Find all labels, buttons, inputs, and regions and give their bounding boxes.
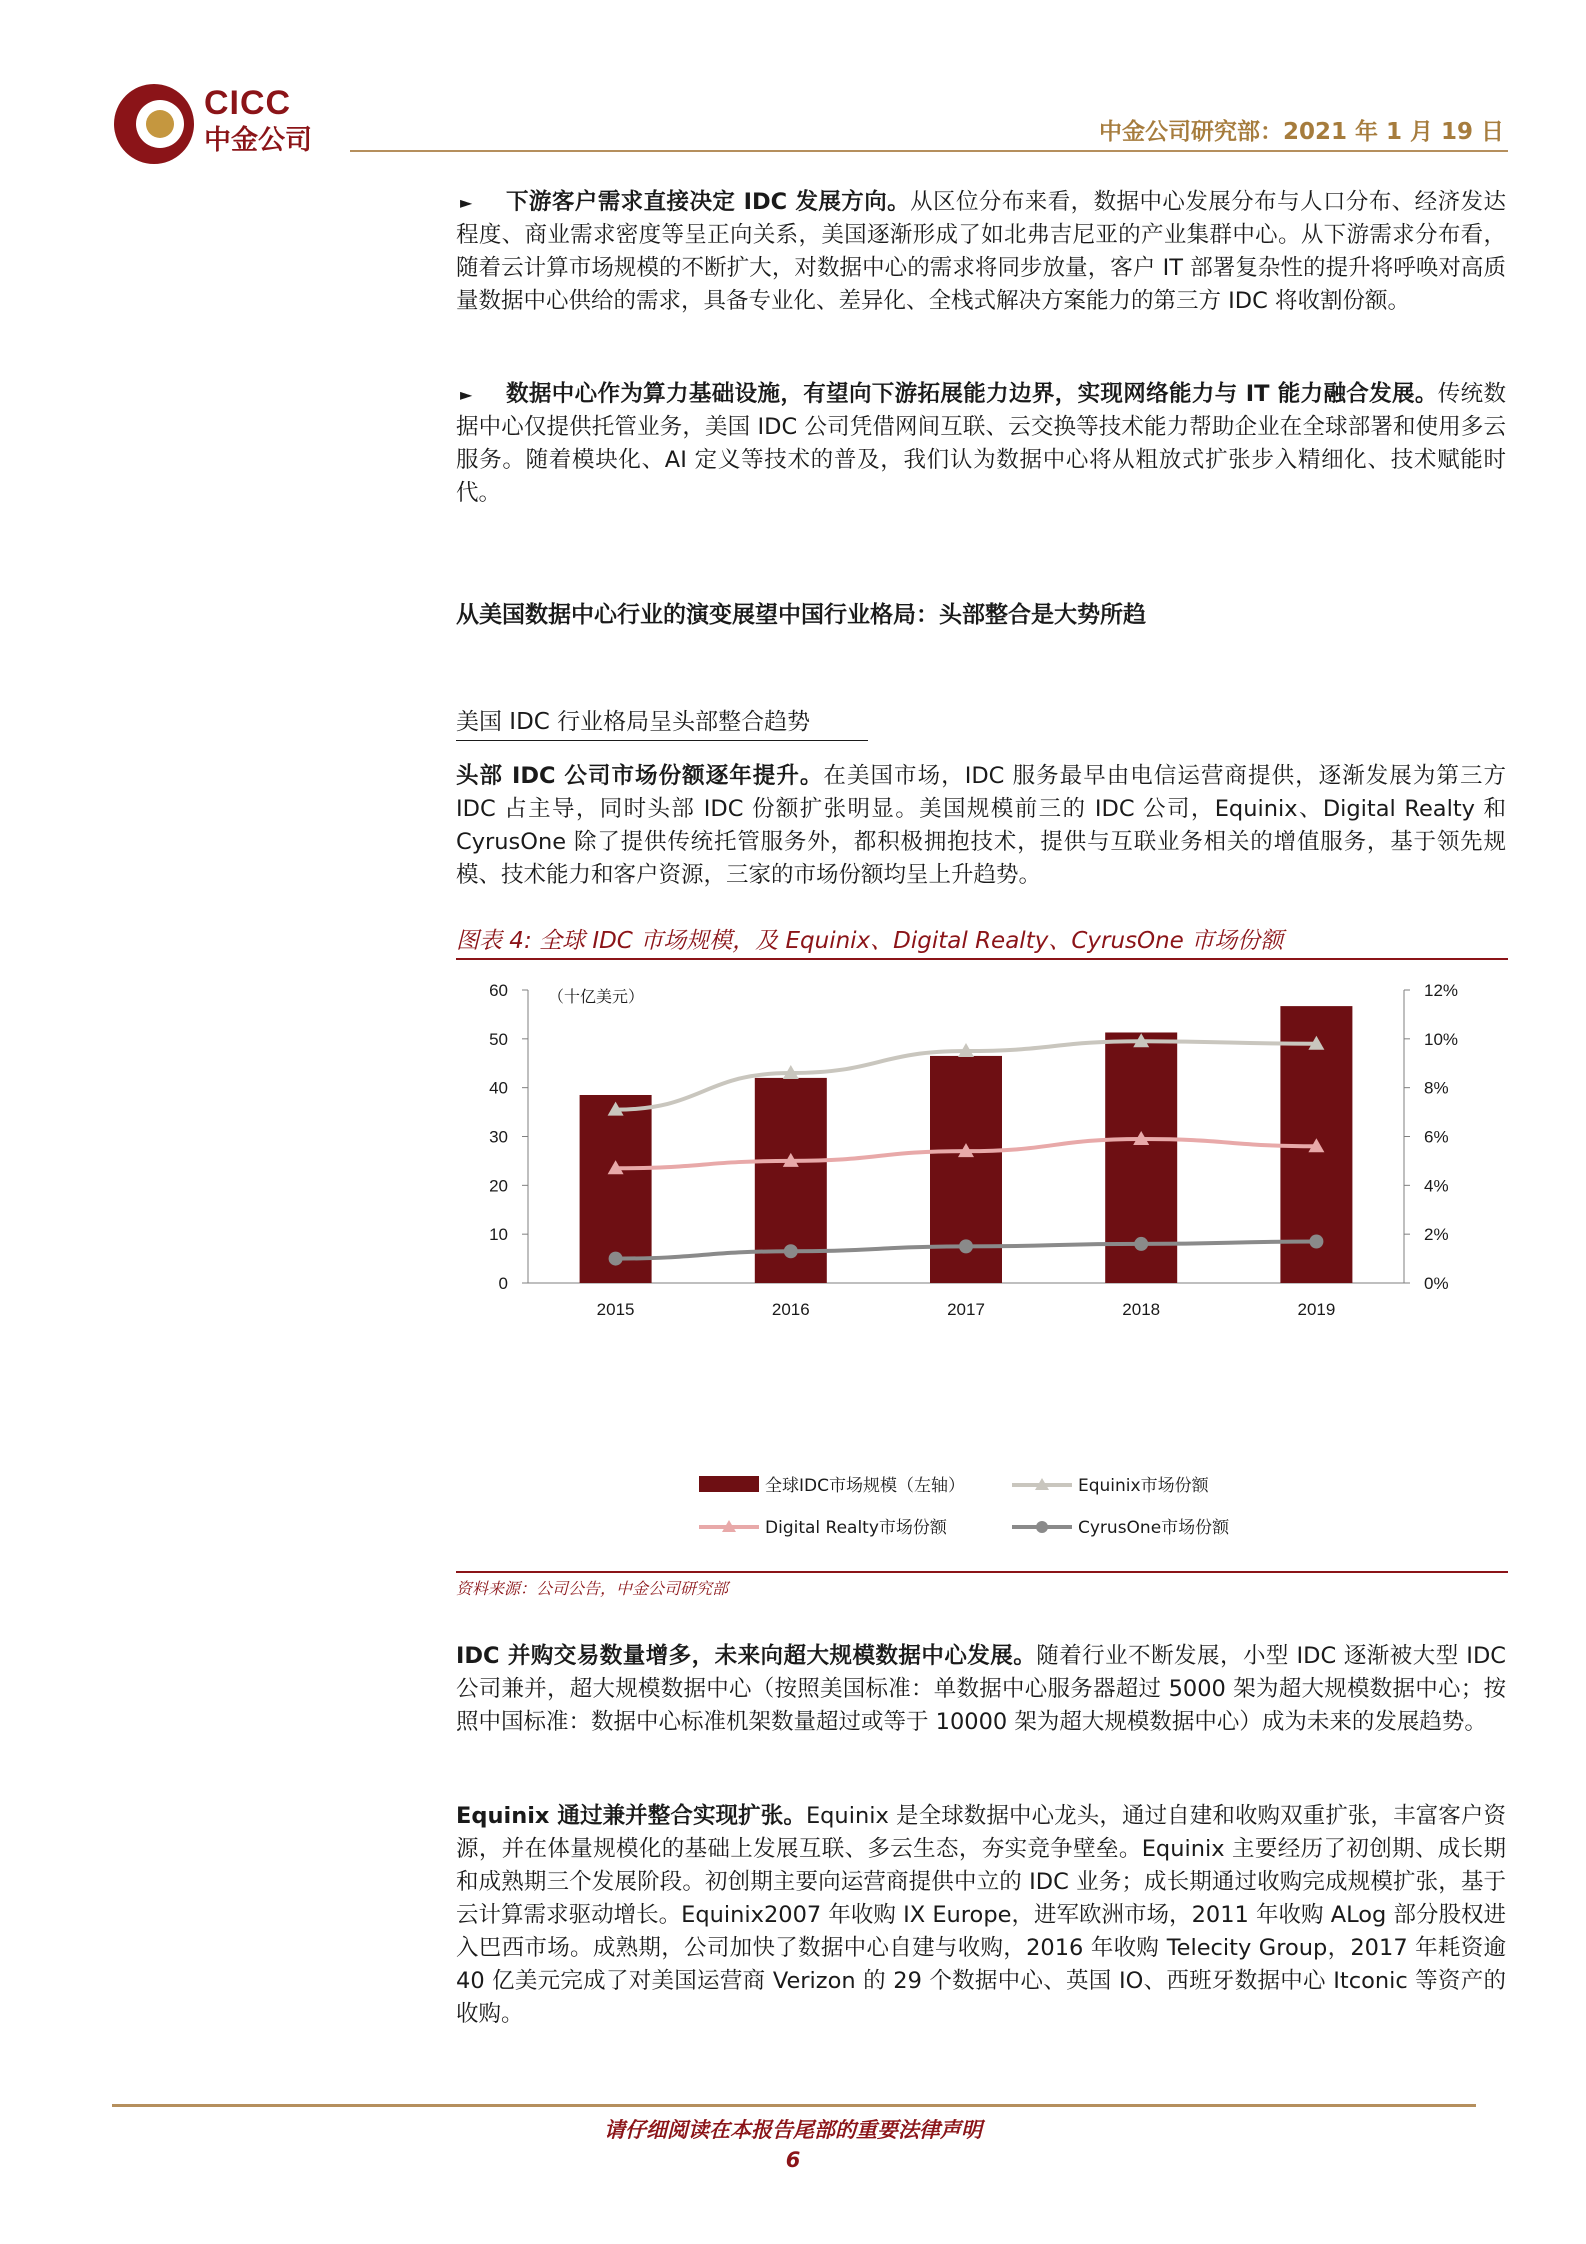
right-tick-label: 2% (1424, 1225, 1449, 1245)
header-date: 中金公司研究部：2021 年 1 月 19 日 (1098, 119, 1504, 145)
left-axis-unit-label: （十亿美元） (548, 987, 645, 1006)
x-tick-label: 2019 (1297, 1300, 1336, 1319)
bullet-text: 传统数据中心仅提供托管业务，美国 IDC 公司凭借网间互联、云交换等技术能力帮助企业在全球部署和使用多云服务。随着模块化、AI 定义等技术的普及，我们认为数据中心将从粗放式扩张步入精细化、技术赋能时代。 (456, 381, 1506, 506)
footer-divider (112, 2104, 1476, 2107)
subsection-title: 美国 IDC 行业格局呈头部整合趋势 (456, 703, 868, 741)
legend-label: Equinix市场份额 (1078, 1476, 1209, 1496)
paragraph-equinix (456, 1800, 1506, 2031)
right-tick-label: 10% (1424, 1029, 1459, 1049)
x-tick-label: 2016 (771, 1300, 810, 1319)
point-CyrusOne市场份额 (609, 1252, 623, 1266)
paragraph-text: 随着行业不断发展，小型 IDC 逐渐被大型 IDC 公司兼并，超大规模数据中心（按照美国标准：单数据中心服务器超过 5000 架为超大规模数据中心；按照中国标准：数据中心标准机架数量超过或等于 10000 架为超大规模数据中心）成为未来的发展趋势。 (456, 1643, 1506, 1735)
left-tick-label: 50 (489, 1029, 508, 1049)
cicc-logo-icon (112, 82, 196, 166)
paragraph-lead: 头部 IDC 公司市场份额逐年提升。 (456, 763, 824, 789)
left-tick-label: 10 (489, 1225, 508, 1245)
right-tick-label: 12% (1424, 981, 1459, 1000)
idc-market-chart (456, 965, 1506, 1570)
bullet-text: 从区位分布来看，数据中心发展分布与人口分布、经济发达程度、商业需求密度等呈正向关系，美国逐渐形成了如北弗吉尼亚的产业集群中心。从下游需求分布看，随着云计算市场规模的不断扩大，对数据中心的需求将同步放量，客户 IT 部署复杂性的提升将呼唤对高质量数据中心供给的需求，具备专业化、差异化、全栈式解决方案能力的第三方 IDC 将收割份额。 (456, 189, 1506, 314)
legend-swatch (699, 1476, 759, 1492)
paragraph-mna (456, 1640, 1506, 1739)
page-number: 6 (785, 2148, 801, 2172)
paragraph-market-share (456, 760, 1506, 892)
left-tick-label: 60 (489, 981, 508, 1000)
legend-label: CyrusOne市场份额 (1078, 1518, 1230, 1538)
right-tick-label: 4% (1424, 1176, 1449, 1196)
paragraph-lead: IDC 并购交易数量增多，未来向超大规模数据中心发展。 (456, 1643, 1037, 1669)
bullet-arrow-icon: ► (460, 193, 473, 212)
point-CyrusOne市场份额 (784, 1244, 798, 1258)
bullet-arrow-icon: ► (460, 385, 473, 404)
bullet-paragraph-1 (456, 186, 1506, 318)
right-tick-label: 0% (1424, 1274, 1449, 1293)
figure-title: 图表 4: 全球 IDC 市场规模，及 Equinix、Digital Realty、CyrusOne 市场份额 (456, 928, 1284, 954)
x-tick-label: 2017 (947, 1300, 985, 1319)
left-tick-label: 30 (489, 1127, 508, 1147)
logo-text-en: CICC (204, 84, 292, 122)
legend-marker (1036, 1521, 1048, 1533)
legend-label: Digital Realty市场份额 (765, 1518, 947, 1538)
logo-text-cn: 中金公司 (204, 125, 312, 156)
point-CyrusOne市场份额 (959, 1239, 973, 1253)
x-tick-label: 2018 (1122, 1300, 1161, 1319)
x-tick-label: 2015 (596, 1300, 635, 1319)
paragraph-text: 在美国市场，IDC 服务最早由电信运营商提供，逐渐发展为第三方 IDC 占主导，同时头部 IDC 份额扩张明显。美国规模前三的 IDC 公司，Equinix、Digital Realty 和 CyrusOne 除了提供传统托管服务外，都积极拥抱技术，提供与互联业务相关的增值服务，基于领先规模、技术能力和客户资源，三家的市场份额均呈上升趋势。 (456, 763, 1506, 888)
paragraph-lead: Equinix 通过兼并整合实现扩张。 (456, 1803, 806, 1829)
figure-source: 资料来源：公司公告，中金公司研究部 (456, 1579, 729, 1598)
bullet-paragraph-2 (456, 378, 1506, 510)
point-CyrusOne市场份额 (1134, 1237, 1148, 1251)
paragraph-text: Equinix 是全球数据中心龙头，通过自建和收购双重扩张，丰富客户资源，并在体量规模化的基础上发展互联、多云生态，夯实竞争壁垒。Equinix 主要经历了初创期、成长期和成熟期三个发展阶段。初创期主要向运营商提供中立的 IDC 业务；成长期通过收购完成规模扩张，基于云计算需求驱动增长。Equinix2007 年收购 IX Europe，进军欧洲市场，2011 年收购 ALog 部分股权进入巴西市场。成熟期，公司加快了数据中心自建与收购，2016 年收购 Telecity Group，2017 年耗资逾 40 亿美元完成了对美国运营商 Verizon 的 29 个数据中心、英国 IO、西班牙数据中心 Itconic 等资产的收购。 (456, 1803, 1506, 2027)
header-divider (350, 150, 1508, 152)
left-tick-label: 0 (498, 1274, 508, 1293)
right-tick-label: 8% (1424, 1078, 1449, 1098)
footer-legal-note: 请仔细阅读在本报告尾部的重要法律声明 (604, 2118, 982, 2142)
point-CyrusOne市场份额 (1309, 1234, 1323, 1248)
figure-bottom-rule (456, 1571, 1508, 1573)
right-tick-label: 6% (1424, 1127, 1449, 1147)
figure-top-rule (456, 958, 1508, 960)
bullet-lead: 下游客户需求直接决定 IDC 发展方向。 (506, 189, 911, 215)
left-tick-label: 40 (489, 1078, 508, 1098)
left-tick-label: 20 (489, 1176, 508, 1196)
bullet-lead: 数据中心作为算力基础设施，有望向下游拓展能力边界，实现网络能力与 IT 能力融合发展。 (506, 381, 1438, 407)
section-title: 从美国数据中心行业的演变展望中国行业格局：头部整合是大势所趋 (456, 602, 1146, 628)
legend-label: 全球IDC市场规模（左轴） (765, 1476, 965, 1496)
